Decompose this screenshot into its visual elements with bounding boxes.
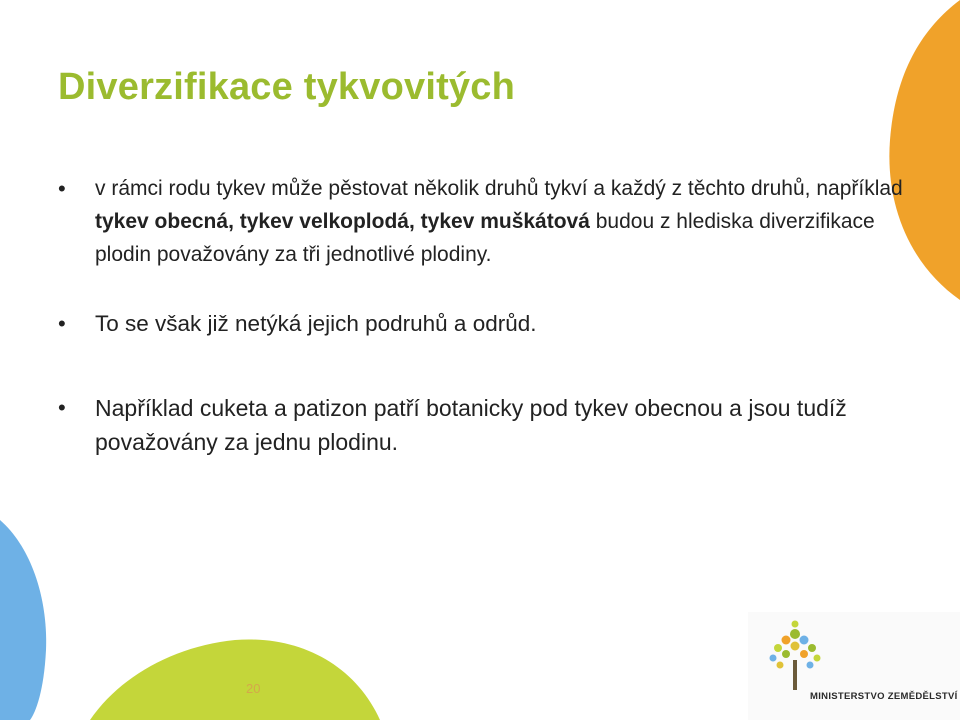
ministry-logo-text: MINISTERSTVO ZEMĚDĚLSTVÍ <box>810 691 958 702</box>
text-segment: v rámci rodu tykev může pěstovat několik druhů tykví a každý z těchto druhů, například <box>95 177 903 200</box>
text-segment: budou z hlediska diverzifikace plodin považovány za tři jednotlivé plodiny. <box>95 210 875 266</box>
bullet-dot: • <box>58 395 66 420</box>
bullet-text-3: Například cuketa a patizon patří botanicky pod tykev obecnou a jsou tudíž považovány za jednu plodinu. <box>95 395 847 455</box>
bullet-item-3 <box>58 391 918 459</box>
green-bottom-shape <box>90 639 380 720</box>
blue-left-shape <box>0 520 46 720</box>
bold-crop-names: tykev obecná, tykev velkoplodá, tykev muškátová <box>95 210 590 233</box>
bullet-item-2 <box>58 307 918 341</box>
tree-logo-icon <box>748 612 960 720</box>
bullet-dot: • <box>58 176 66 201</box>
bullet-text-2: To se však již netýká jejich podruhů a odrůd. <box>95 311 537 336</box>
bullet-item-1 <box>58 172 918 271</box>
bullet-list <box>58 172 918 459</box>
bullet-text-1 <box>95 177 903 266</box>
page-number: 20 <box>246 681 261 696</box>
ministry-logo <box>748 612 960 720</box>
slide-title: Diverzifikace tykvovitých <box>58 66 516 108</box>
bullet-dot: • <box>58 311 66 336</box>
